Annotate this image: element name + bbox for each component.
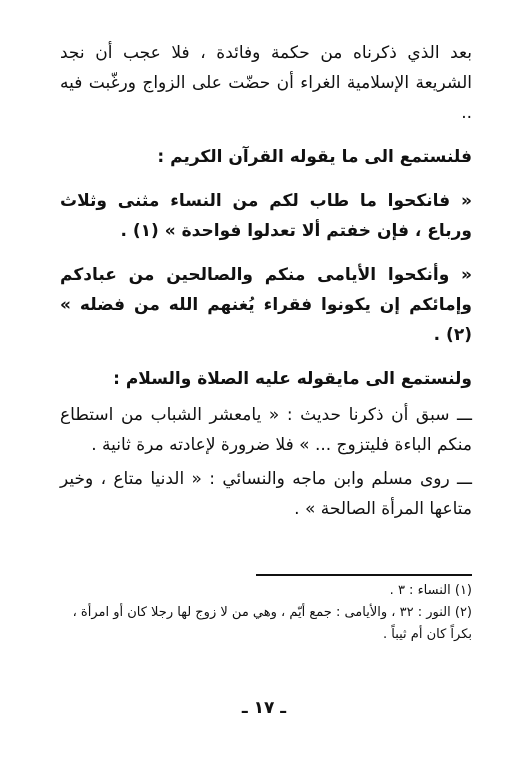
- verse-1: « فانكحوا ما طاب لكم من النساء مثنى وثلاث ورباع ، فإن خفتم ألا تعدلوا فواحدة » (١) .: [60, 191, 472, 241]
- footnote-2: (٢) النور : ٣٢ ، والأيامى : جمع أيّم ، وهي من لا زوج لها رجلا كان أو امرأة ، بكراً كان أم ثيباً .: [72, 605, 472, 642]
- footnotes: [52, 580, 472, 646]
- prophet-heading: ولنستمع الى مايقوله عليه الصلاة والسلام :: [113, 369, 472, 389]
- quran-heading: فلنستمع الى ما يقوله القرآن الكريم :: [157, 147, 472, 167]
- footnote-divider: [256, 574, 472, 576]
- verse-2: « وأنكحوا الأيامى منكم والصالحين من عبادكم وإمائكم إن يكونوا فقراء يُغنهم الله من فضله » (٢) .: [60, 265, 472, 345]
- hadith-1: ـــ سبق أن ذكرنا حديث : « يامعشر الشباب من استطاع منكم الباءة فليتزوج ... » فلا ضرورة لإعادته مرة ثانية .: [60, 405, 472, 455]
- page-number: ـ ١٧ ـ: [241, 698, 287, 718]
- page-content: [60, 38, 472, 524]
- hadith-2: ـــ روى مسلم وابن ماجه والنسائي : « الدنيا متاع ، وخير متاعها المرأة الصالحة » .: [60, 469, 472, 519]
- footnote-1: (١) النساء : ٣ .: [389, 583, 472, 598]
- intro-paragraph: بعد الذي ذكرناه من حكمة وفائدة ، فلا عجب أن نجد الشريعة الإسلامية الغراء أن حضّت على الزواج ورغّبت فيه ..: [60, 43, 472, 123]
